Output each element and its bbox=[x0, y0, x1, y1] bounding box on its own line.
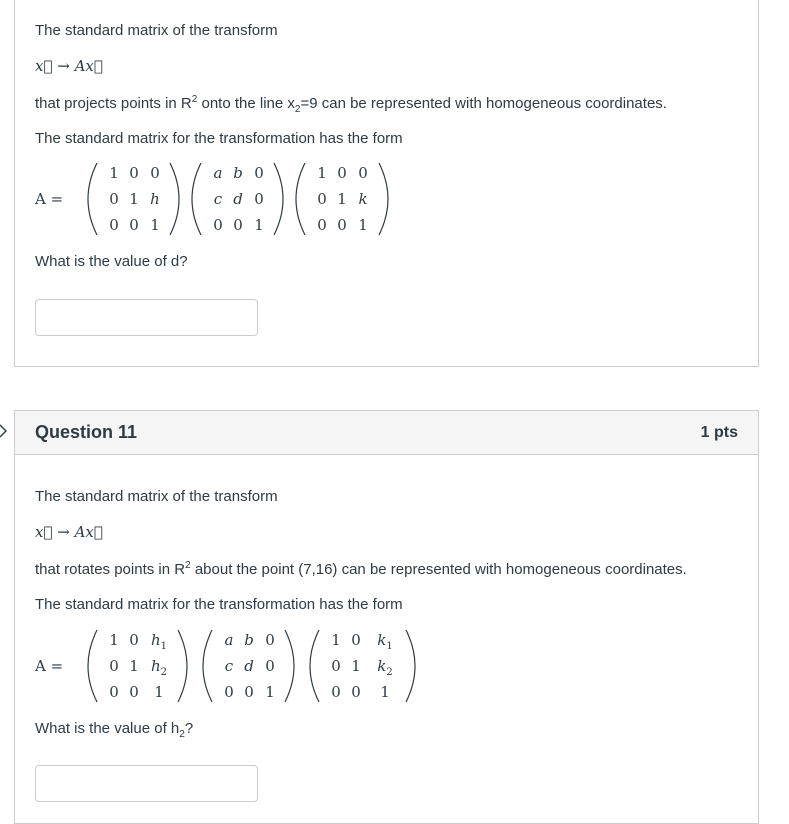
q11-matrix3-cell-r1-c1: 1 bbox=[331, 631, 341, 649]
q10-prompt: What is the value of d? bbox=[35, 253, 188, 270]
q10-matrix2-cell-r3-c3: 1 bbox=[254, 216, 264, 234]
q11-title: Question 11 bbox=[35, 422, 138, 442]
q10-matrix1-cell-r1-c3: 0 bbox=[150, 164, 160, 182]
q10-matrix2-cell-r3-c2: 0 bbox=[233, 216, 243, 234]
q11-points: 1 pts bbox=[700, 424, 738, 441]
q10-matrix3-cell-r3-c1: 0 bbox=[317, 216, 327, 234]
q10-matrix-equation bbox=[35, 157, 415, 241]
q10-matrix2-cell-r2-c3: 0 bbox=[254, 190, 264, 208]
q10-matrix2-cell-r1-c1: a bbox=[213, 164, 223, 182]
q10-matrix3-cell-r2-c2: 1 bbox=[337, 190, 347, 208]
q11-matrix3-cell-r2-c1: 0 bbox=[331, 657, 341, 675]
q10-matrix1-cell-r3-c1: 0 bbox=[109, 216, 119, 234]
q11-matrix2-cell-r3-c1: 0 bbox=[224, 683, 234, 701]
q11-matrix1-cell-r1-c2: 0 bbox=[129, 631, 139, 649]
q10-matrix3-cell-r3-c2: 0 bbox=[337, 216, 347, 234]
q10-desc-post: =9 can be represented with homogeneous coordinates. bbox=[300, 95, 667, 112]
q10-m3-left-paren bbox=[296, 163, 305, 235]
q10-desc-sub: 2 bbox=[294, 104, 301, 115]
q11-matrix2-cell-r2-c2: d bbox=[244, 657, 254, 675]
q11-matrix2-cell-r1-c3: 0 bbox=[265, 631, 275, 649]
q10-matrix1-cell-r2-c2: 1 bbox=[129, 190, 139, 208]
q11-m3-left-paren bbox=[310, 630, 319, 702]
q11-matrix2-cell-r3-c3: 1 bbox=[265, 683, 275, 701]
q11-matrix-lhs: A = bbox=[35, 657, 64, 675]
q10-description bbox=[35, 94, 667, 115]
q11-prompt-sub: 2 bbox=[179, 729, 185, 740]
question-11-card bbox=[14, 410, 759, 824]
q10-matrix1-cell-r1-c2: 0 bbox=[129, 164, 139, 182]
q10-matrix3-cell-r1-c3: 0 bbox=[358, 164, 368, 182]
q10-answer-input[interactable] bbox=[35, 299, 258, 336]
q11-matrix2-cell-r1-c2: b bbox=[244, 631, 254, 649]
q10-m3-right-paren bbox=[379, 163, 388, 235]
q10-matrix3-cell-r2-c1: 0 bbox=[317, 190, 327, 208]
q11-matrix3-cell-r3-c3: 1 bbox=[380, 683, 390, 701]
q11-mapping: x⃗ → Ax⃗ bbox=[35, 523, 103, 541]
q10-matrix2-cell-r1-c2: b bbox=[233, 164, 243, 182]
q11-matrix1-cell-r2-c2: 1 bbox=[129, 657, 139, 675]
q10-matrix3-cell-r3-c3: 1 bbox=[358, 216, 368, 234]
q11-m1-right-paren bbox=[178, 630, 187, 702]
q11-matrix3-cell-r3-c2: 0 bbox=[351, 683, 361, 701]
q11-matrix3-cell-r1-c3: $k_1$ bbox=[377, 631, 393, 652]
question-10-card bbox=[14, 0, 759, 367]
q10-m1-right-paren bbox=[170, 163, 179, 235]
q11-desc-pre: that rotates points in R bbox=[35, 561, 186, 578]
q10-matrix2-cell-r2-c2: d bbox=[233, 190, 243, 208]
q11-header bbox=[15, 411, 758, 455]
q11-answer-input[interactable] bbox=[35, 765, 258, 802]
q11-description bbox=[35, 560, 687, 578]
q10-matrix-lhs: A = bbox=[35, 190, 64, 208]
q11-matrix1-cell-r2-c3: $h_2$ bbox=[150, 657, 168, 678]
q10-desc-mid: onto the line x bbox=[197, 95, 295, 112]
q11-matrix1-cell-r2-c1: 0 bbox=[109, 657, 119, 675]
q11-m1-left-paren bbox=[88, 630, 97, 702]
q11-matrix2-cell-r1-c1: a bbox=[224, 631, 234, 649]
q10-matrix3-cell-r1-c2: 0 bbox=[337, 164, 347, 182]
q11-m3-right-paren bbox=[406, 630, 415, 702]
q11-prompt bbox=[35, 720, 193, 740]
q11-matrix3-cell-r2-c3: $k_2$ bbox=[377, 657, 393, 678]
q10-desc-pre: that projects points in R bbox=[35, 95, 192, 112]
q10-m2-right-paren bbox=[274, 163, 283, 235]
chevron-right-icon[interactable] bbox=[0, 423, 8, 439]
q10-matrix1-cell-r3-c2: 0 bbox=[129, 216, 139, 234]
q11-matrix1-cell-r3-c2: 0 bbox=[129, 683, 139, 701]
q11-matrix2-cell-r2-c1: c bbox=[224, 657, 234, 675]
q10-matrix1-cell-r3-c3: 1 bbox=[150, 216, 160, 234]
q11-prompt-pre: What is the value of h bbox=[35, 720, 180, 737]
q10-matrix2-cell-r1-c3: 0 bbox=[254, 164, 264, 182]
q11-matrix1-cell-r1-c3: $h_1$ bbox=[150, 631, 168, 652]
q11-matrix1-cell-r3-c1: 0 bbox=[109, 683, 119, 701]
q11-desc-post: about the point (7,16) can be represented with homogeneous coordinates. bbox=[190, 561, 687, 578]
q11-prompt-post: ? bbox=[184, 720, 194, 737]
q11-matrix2-cell-r2-c3: 0 bbox=[265, 657, 275, 675]
q11-matrix-equation bbox=[35, 624, 435, 708]
q10-mapping: x⃗ → Ax⃗ bbox=[35, 57, 103, 75]
q10-matrix1-cell-r1-c1: 1 bbox=[109, 164, 119, 182]
q10-desc-sup: 2 bbox=[191, 94, 198, 105]
q11-matrix3-cell-r3-c1: 0 bbox=[331, 683, 341, 701]
q10-m1-left-paren bbox=[88, 163, 97, 235]
q10-matrix2-cell-r2-c1: c bbox=[213, 190, 223, 208]
q11-matrix1-cell-r3-c3: 1 bbox=[154, 683, 164, 701]
q11-matrix1-cell-r1-c1: 1 bbox=[109, 631, 119, 649]
q10-m2-left-paren bbox=[192, 163, 201, 235]
q10-form-text: The standard matrix for the transformation has the form bbox=[35, 130, 403, 147]
q11-m2-right-paren bbox=[285, 630, 294, 702]
q10-matrix3-cell-r2-c3: k bbox=[358, 190, 368, 208]
q11-form-text: The standard matrix for the transformation has the form bbox=[35, 596, 403, 613]
q11-matrix2-cell-r3-c2: 0 bbox=[244, 683, 254, 701]
q10-matrix1-cell-r2-c3: h bbox=[150, 190, 160, 208]
q10-matrix2-cell-r3-c1: 0 bbox=[213, 216, 223, 234]
q11-matrix3-cell-r2-c2: 1 bbox=[351, 657, 361, 675]
q11-m2-left-paren bbox=[203, 630, 212, 702]
q10-matrix1-cell-r2-c1: 0 bbox=[109, 190, 119, 208]
q10-intro: The standard matrix of the transform bbox=[35, 22, 278, 39]
q11-matrix3-cell-r1-c2: 0 bbox=[351, 631, 361, 649]
q11-intro: The standard matrix of the transform bbox=[35, 488, 278, 505]
q10-matrix3-cell-r1-c1: 1 bbox=[317, 164, 327, 182]
q11-desc-sup: 2 bbox=[185, 560, 191, 571]
